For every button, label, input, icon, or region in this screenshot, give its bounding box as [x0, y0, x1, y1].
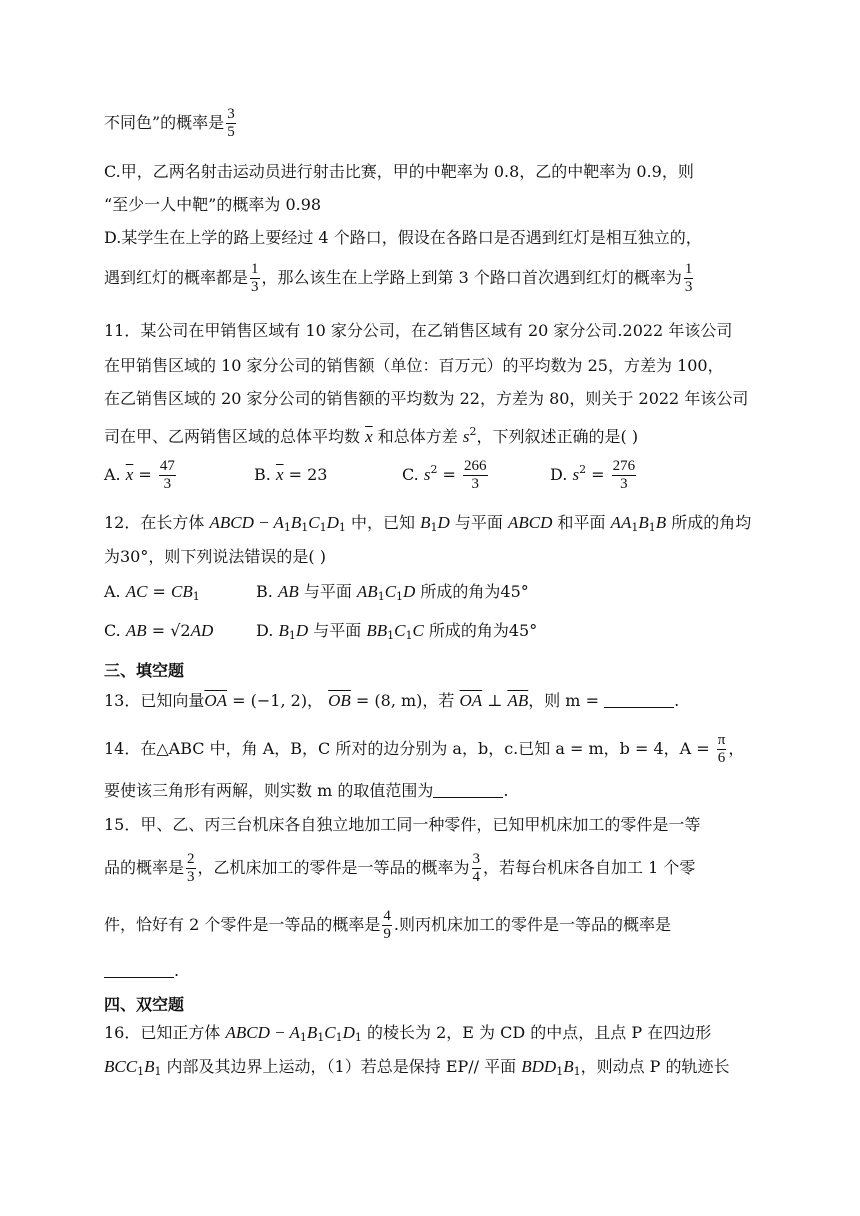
q13-line: 13．已知向量$\overline{OA} = (-1$, 2)， $\overline{OB} = (8$, m)，若 $\overline{OA}$ ⊥ $\overline{AB}$，则 m = .: [104, 691, 680, 710]
q10-d-fraction2: $\frac{1}{3}$: [684, 261, 693, 295]
q12-options-ab: [104, 581, 529, 608]
q15-answer-blank: [104, 963, 174, 978]
q14-fraction: $\frac{\pi}{6}$: [717, 732, 726, 766]
q14-line2: 要使该三角形有两解，则实数 m 的取值范围为 .: [104, 781, 509, 800]
q11-line3: 在乙销售区域的 20 家分公司的销售额的平均数为 22，方差为 80，则关于 2022 年该公司: [104, 389, 749, 408]
q10-c-line2: “至少一人中靶”的概率为 0.98: [104, 195, 322, 214]
q16-line1: 16．已知正方体 ABCD − $A_1B_1C_1D_1$ 的棱长为 2，E 为 CD 的中点，且点 P 在四边形: [104, 1023, 712, 1044]
q11-option-c: C. $s^2$ = $\frac{266}{3}$: [402, 458, 487, 492]
q10-c-line1: C.甲，乙两名射击运动员进行射击比赛，甲的中靶率为 0.8，乙的中靶率为 0.9，则: [104, 162, 694, 181]
q11-line4: 司在甲、乙两销售区域的总体平均数 $\overline{x}$ 和总体方差 $s^2$，下列叙述正确的是( ): [104, 425, 639, 446]
q10-b-fraction: $\frac{3}{5}$: [227, 106, 235, 140]
q11-line2: 在甲销售区域的 10 家分公司的销售额（单位：百万元）的平均数为 25，方差为 100，: [104, 356, 724, 375]
q15-line2: 品的概率是 $\frac{2}{3}$ ，乙机床加工的零件是一等品的概率为 $\frac{3}{4}$ ，若每台机床各自加工 1 个零: [104, 851, 696, 885]
q10-d-fraction1: $\frac{1}{3}$: [251, 261, 259, 295]
q11-option-b: B. $\overline{x} = 23$: [254, 465, 328, 484]
q15-line1: 15．甲、乙、丙三台机床各自独立地加工同一种零件，已知甲机床加工的零件是一等: [104, 815, 701, 834]
q12-option-c: C. AB = √2AD: [104, 621, 214, 640]
q15-answer-line: .: [104, 960, 179, 982]
q14-answer-blank: [433, 783, 503, 798]
q12-line1: 12．在长方体 ABCD − $A_1B_1C_1D_1$ 中，已知 $B_1D$ 与平面 ABCD 和平面 $AA_1B_1B$ 所成的角均: [104, 513, 752, 534]
section-heading-fill-blank: 三、填空题: [104, 661, 185, 680]
q15-fraction1: $\frac{2}{3}$: [187, 851, 195, 885]
q12-option-b: B. AB 与平面 $AB_1C_1D$ 所成的角为45°: [256, 582, 529, 603]
q15-fraction3: $\frac{4}{9}$: [383, 908, 391, 942]
q12-option-a: A. AC = $CB_1$: [104, 582, 200, 603]
q10-b-line: [104, 106, 238, 141]
q12-options-cd: [104, 620, 537, 647]
q12-line2: 为30°，则下列说法错误的是( ): [104, 547, 326, 566]
q10-b-text: 不同色”的概率是: [104, 113, 225, 132]
q11-options: [104, 458, 638, 493]
q16-line2: $BCC_1B_1$ 内部及其边界上运动，（1）若总是保持 EP// 平面 $BDD_1B_1$，则动点 P 的轨迹长: [104, 1057, 730, 1078]
q13-answer-blank: [604, 693, 674, 708]
q10-d-line2: 遇到红灯的概率都是 $\frac{1}{3}$ ，那么该生在上学路上到第 3 个路口首次遇到红灯的概率为 $\frac{1}{3}$: [104, 261, 693, 295]
q15-fraction2: $\frac{3}{4}$: [472, 851, 481, 885]
q15-line3: 件，恰好有 2 个零件是一等品的概率是 $\frac{4}{9}$ .则丙机床加工的零件是一等品的概率是: [104, 908, 671, 942]
q11-option-a: A. $\overline{x}$ = $\frac{47}{3}$: [104, 458, 175, 492]
section-heading-double-blank: 四、双空题: [104, 995, 185, 1014]
q11-option-d: D. $s^2$ = $\frac{276}{3}$: [550, 458, 636, 492]
q10-d-line1: D.某学生在上学的路上要经过 4 个路口，假设在各路口是否遇到红灯是相互独立的，: [104, 228, 702, 247]
q14-line1: 14．在△ABC 中，角 A，B，C 所对的边分别为 a，b，c.已知 a = m，b = 4，A = $\frac{\pi}{6}$ ，: [104, 732, 745, 766]
q12-option-d: D. $B_1D$ 与平面 $BB_1C_1C$ 所成的角为45°: [256, 621, 538, 642]
q11-line1: 11．某公司在甲销售区域有 10 家分公司，在乙销售区域有 20 家分公司.2022 年该公司: [104, 321, 733, 340]
